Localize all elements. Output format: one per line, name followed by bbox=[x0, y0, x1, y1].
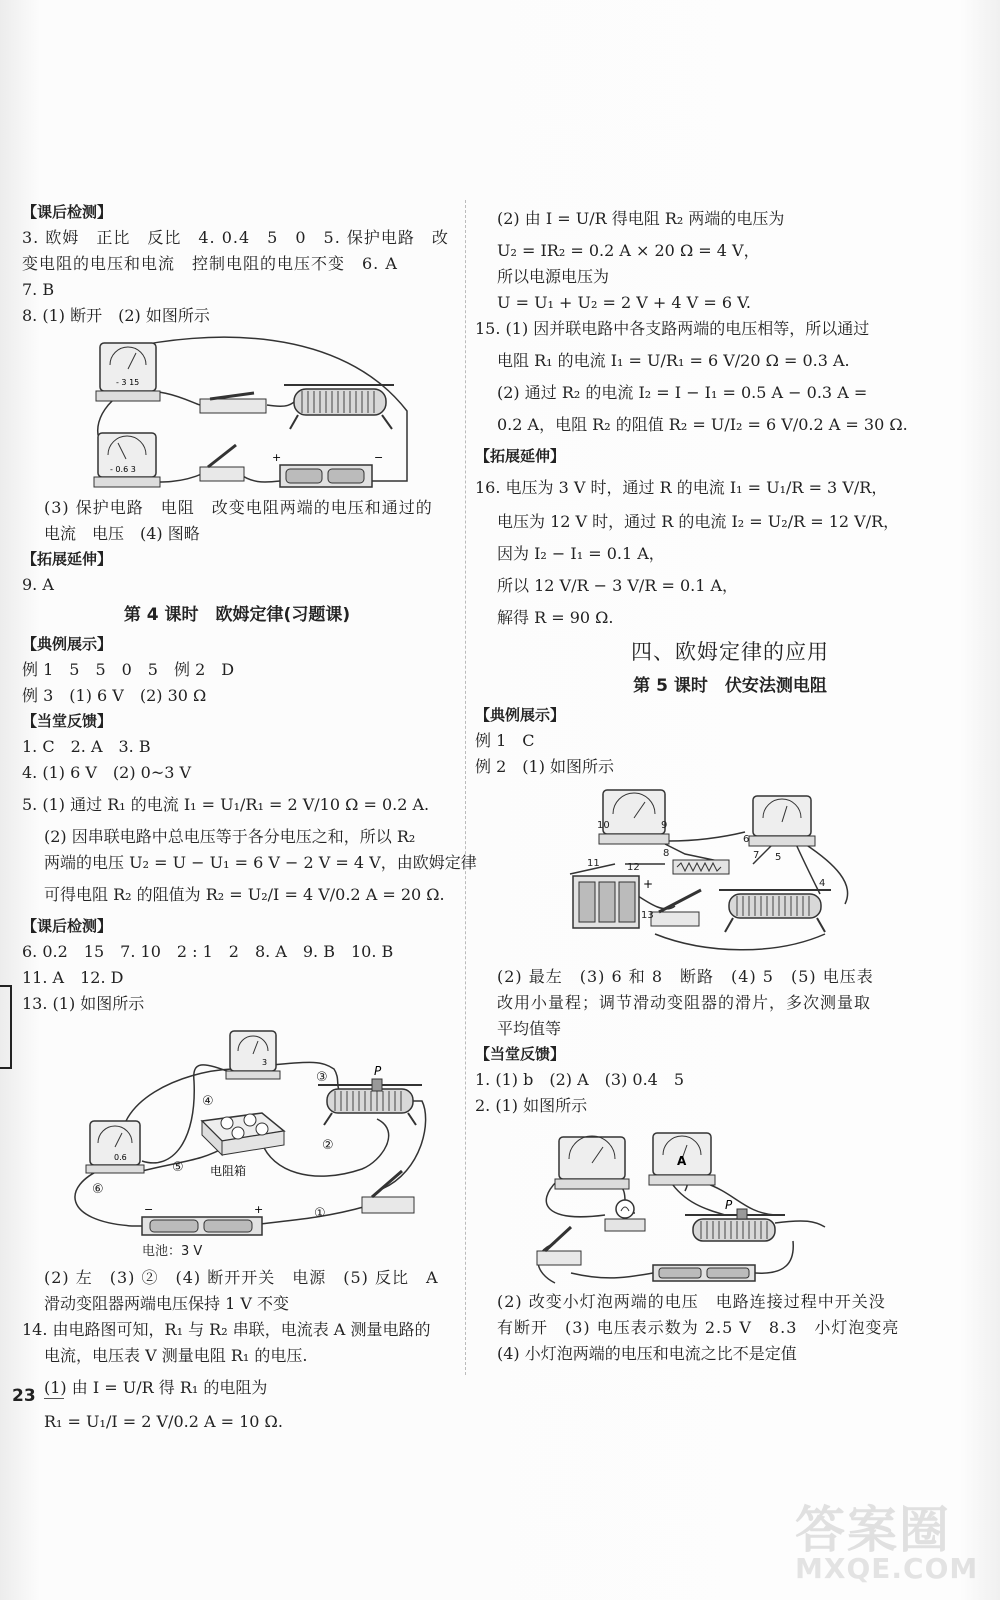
terminal-label: 7 bbox=[753, 850, 760, 861]
answer-line: 例 2 (1) 如图所示 bbox=[475, 757, 615, 776]
section-heading: 【课后检测】 bbox=[22, 203, 113, 221]
terminal-label: 13 bbox=[641, 910, 654, 921]
answer-line: 电阻 R₁ 的电流 I₁ = U/R₁ = 6 V/20 Ω = 0.3 A. bbox=[497, 351, 850, 370]
terminal-label: 9 bbox=[661, 820, 668, 831]
answer-line: (2) 左 (3) ② (4) 断开开关 电源 (5) 反比 A bbox=[44, 1268, 439, 1287]
svg-text:−: − bbox=[374, 451, 384, 464]
lesson-title: 第 4 课时 欧姆定律(习题课) bbox=[123, 605, 351, 625]
answer-line: 平均值等 bbox=[497, 1019, 562, 1038]
answer-line: R₁ = U₁/I = 2 V/0.2 A = 10 Ω. bbox=[44, 1412, 283, 1431]
section-heading: 【典例展示】 bbox=[22, 635, 113, 653]
voltmeter-left bbox=[599, 790, 669, 844]
answer-line: 所以 12 V/R − 3 V/R = 0.1 A， bbox=[497, 576, 739, 595]
page-edge-tab bbox=[0, 985, 12, 1069]
battery bbox=[142, 1203, 263, 1235]
terminal-label: 5 bbox=[775, 852, 782, 863]
watermark-logo: 答案圈 bbox=[795, 1501, 951, 1559]
answer-line: 13. (1) 如图所示 bbox=[22, 994, 145, 1013]
answer-line: 电流，电压表 V 测量电阻 R₁ 的电压. bbox=[44, 1346, 308, 1365]
answer-line: 变电阻的电压和电流 控制电阻的电压不变 6. A bbox=[22, 254, 398, 273]
slider-label: P bbox=[725, 1198, 733, 1212]
rheostat bbox=[685, 1198, 785, 1241]
answer-line: (1) 由 I = U/R 得 R₁ 的电阻为 bbox=[44, 1378, 268, 1397]
circuit-figure-example2 bbox=[475, 784, 975, 960]
switch bbox=[200, 393, 266, 413]
voltmeter bbox=[86, 1121, 144, 1173]
bulb bbox=[605, 1200, 645, 1231]
answer-line: 16. 电压为 3 V 时，通过 R 的电流 I₁ = U₁/R = 3 V/R， bbox=[475, 478, 888, 497]
terminal-label: 10 bbox=[597, 820, 610, 831]
wire-label-2: ② bbox=[322, 1138, 334, 1153]
wire-label-6: ⑥ bbox=[92, 1182, 104, 1197]
svg-text:+: + bbox=[254, 1203, 264, 1216]
terminal-label: 6 bbox=[743, 834, 750, 845]
rheostat bbox=[719, 890, 831, 932]
terminal-label: 12 bbox=[627, 862, 640, 873]
chapter-title: 四、欧姆定律的应用 bbox=[631, 640, 829, 664]
rheostat bbox=[318, 1064, 422, 1125]
voltmeter-top bbox=[96, 343, 160, 401]
svg-text:0.6: 0.6 bbox=[114, 1153, 127, 1162]
svg-text:- 0.6 3: - 0.6 3 bbox=[110, 465, 136, 474]
answer-line: 改用小量程；调节滑动变阻器的滑片，多次测量取 bbox=[497, 993, 872, 1012]
lesson-title: 第 5 课时 伏安法测电阻 bbox=[633, 676, 827, 696]
svg-text:3: 3 bbox=[262, 1058, 268, 1067]
answer-line: 所以电源电压为 bbox=[497, 267, 610, 286]
battery bbox=[653, 1265, 755, 1281]
answer-line: 15. (1) 因并联电路中各支路两端的电压相等，所以通过 bbox=[475, 319, 870, 338]
answer-line: 例 3 (1) 6 V (2) 30 Ω bbox=[22, 686, 207, 705]
answer-line: 电压为 12 V 时，通过 R 的电流 I₂ = U₂/R = 12 V/R， bbox=[497, 512, 900, 531]
switch-2 bbox=[200, 445, 244, 481]
answer-line: 3. 欧姆 正比 反比 4. 0.4 5 0 5. 保护电路 改 bbox=[22, 228, 449, 247]
answer-line: 9. A bbox=[22, 575, 54, 594]
resistor-box-label: 电阻箱 bbox=[210, 1164, 247, 1178]
left-column bbox=[22, 200, 477, 1441]
answer-line: 0.2 A，电阻 R₂ 的阻值 R₂ = U/I₂ = 6 V/0.2 A = 30 Ω. bbox=[497, 415, 908, 434]
answer-line: (2) 最左 (3) 6 和 8 断路 (4) 5 (5) 电压表 bbox=[497, 967, 874, 986]
answer-line: (2) 改变小灯泡两端的电压 电路连接过程中开关没 bbox=[497, 1292, 886, 1311]
section-heading: 【课后检测】 bbox=[22, 917, 113, 935]
resistor-box bbox=[202, 1113, 284, 1178]
rheostat bbox=[284, 385, 394, 429]
section-heading: 【拓展延伸】 bbox=[475, 447, 566, 465]
ammeter bbox=[649, 1133, 715, 1185]
answer-line: 因为 I₂ − I₁ = 0.1 A， bbox=[497, 544, 665, 563]
answer-line: 1. C 2. A 3. B bbox=[22, 737, 151, 756]
answer-line: 11. A 12. D bbox=[22, 968, 124, 987]
answer-line: (4) 小灯泡两端的电压和电流之比不是定值 bbox=[497, 1344, 797, 1363]
watermark-url: MXQE.COM bbox=[795, 1552, 979, 1585]
answer-line: 4. (1) 6 V (2) 0~3 V bbox=[22, 763, 192, 782]
switch bbox=[537, 1227, 581, 1265]
section-heading: 【当堂反馈】 bbox=[22, 712, 113, 730]
answer-line: 有断开 (3) 电压表示数为 2.5 V 8.3 小灯泡变亮 bbox=[497, 1318, 900, 1337]
answer-line: (2) 通过 R₂ 的电流 I₂ = I − I₁ = 0.5 A − 0.3 A = bbox=[497, 383, 868, 402]
answer-line: U = U₁ + U₂ = 2 V + 4 V = 6 V. bbox=[497, 293, 751, 312]
section-heading: 【当堂反馈】 bbox=[475, 1045, 566, 1063]
terminal-label: 4 bbox=[819, 878, 826, 889]
answer-line: 解得 R = 90 Ω. bbox=[497, 608, 614, 627]
wire-label-5: ⑤ bbox=[172, 1160, 184, 1175]
answer-line: U₂ = IR₂ = 0.2 A × 20 Ω = 4 V， bbox=[497, 241, 760, 260]
section-heading: 【典例展示】 bbox=[475, 706, 566, 724]
answer-line: 例 1 C bbox=[475, 731, 535, 750]
svg-text:+: + bbox=[643, 877, 654, 891]
svg-text:- 3 15: - 3 15 bbox=[116, 378, 140, 387]
switch bbox=[362, 1171, 414, 1213]
slider-label: P bbox=[374, 1064, 382, 1078]
circuit-figure-feedback2 bbox=[475, 1123, 975, 1285]
svg-text:−: − bbox=[144, 1203, 154, 1216]
ammeter bbox=[226, 1031, 280, 1079]
answer-line: 1. (1) b (2) A (3) 0.4 5 bbox=[475, 1070, 685, 1089]
ammeter bbox=[94, 433, 160, 487]
wire-label-3: ③ bbox=[316, 1070, 328, 1085]
battery-pack bbox=[272, 451, 383, 487]
answer-line: 两端的电压 U₂ = U − U₁ = 6 V − 2 V = 4 V，由欧姆定律 bbox=[44, 853, 477, 872]
resistor bbox=[673, 860, 729, 874]
section-heading: 【拓展延伸】 bbox=[22, 550, 113, 568]
answer-line: 例 1 5 5 0 5 例 2 D bbox=[22, 660, 235, 679]
answer-line: 5. (1) 通过 R₁ 的电流 I₁ = U₁/R₁ = 2 V/10 Ω = 0.2 A. bbox=[22, 795, 430, 814]
svg-text:+: + bbox=[272, 451, 282, 464]
page-number-rule bbox=[44, 1398, 64, 1399]
answer-line: (2) 由 I = U/R 得电阻 R₂ 两端的电压为 bbox=[497, 209, 785, 228]
answer-line: 2. (1) 如图所示 bbox=[475, 1096, 588, 1115]
answer-line: 6. 0.2 15 7. 10 2 : 1 2 8. A 9. B 10. B bbox=[22, 942, 394, 961]
battery-caption: 电池：3 V bbox=[142, 1244, 203, 1259]
answer-line: (3) 保护电路 电阻 改变电阻两端的电压和通过的 bbox=[44, 498, 433, 517]
column-divider bbox=[465, 200, 466, 1375]
answer-line: 电流 电压 (4) 图略 bbox=[44, 524, 200, 543]
circuit-figure-q13 bbox=[22, 1021, 442, 1241]
circuit-figure-q8 bbox=[22, 333, 442, 491]
page-number: 23 bbox=[12, 1386, 36, 1406]
watermark bbox=[795, 1490, 985, 1595]
ammeter-label: A bbox=[677, 1154, 687, 1168]
wire-label-4: ④ bbox=[202, 1094, 214, 1109]
answer-line: 7. B bbox=[22, 280, 55, 299]
voltmeter bbox=[555, 1136, 629, 1189]
answer-line: 滑动变阻器两端电压保持 1 V 不变 bbox=[44, 1294, 289, 1313]
terminal-label: 8 bbox=[663, 848, 670, 859]
ammeter-right bbox=[749, 796, 815, 846]
right-column bbox=[475, 200, 985, 1367]
terminal-label: 11 bbox=[587, 858, 600, 869]
answer-line: 8. (1) 断开 (2) 如图所示 bbox=[22, 306, 210, 325]
answer-line: 可得电阻 R₂ 的阻值为 R₂ = U₂/I = 4 V/0.2 A = 20 Ω. bbox=[44, 885, 445, 904]
answer-line: 14. 由电路图可知，R₁ 与 R₂ 串联，电流表 A 测量电路的 bbox=[22, 1320, 431, 1339]
answer-line: (2) 因串联电路中总电压等于各分电压之和，所以 R₂ bbox=[44, 827, 416, 846]
wire-label-1: ① bbox=[314, 1206, 326, 1221]
